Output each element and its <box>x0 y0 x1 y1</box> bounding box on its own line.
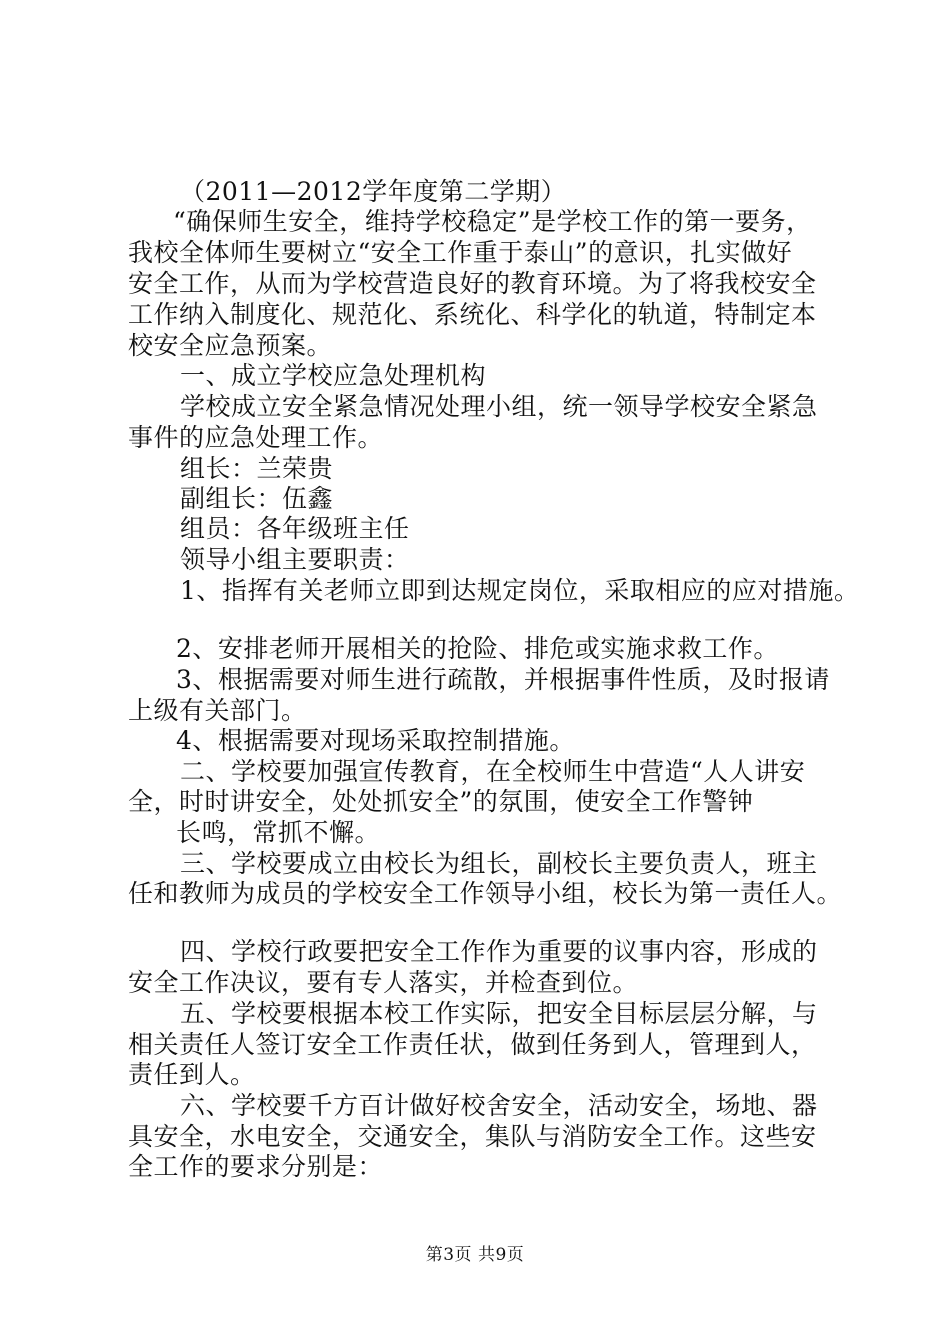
text-line: 五、学校要根据本校工作实际，把安全目标层层分解，与 <box>180 999 818 1028</box>
text-line: 我校全体师生要树立“安全工作重于泰山”的意识，扎实做好 <box>128 238 793 267</box>
text-line: 相关责任人签订安全工作责任状，做到任务到人，管理到人， <box>128 1030 817 1059</box>
text-line: 全，时时讲安全，处处抓安全”的氛围，使安全工作警钟 <box>128 787 754 816</box>
text-line: （2011—2012学年度第二学期） <box>180 177 567 206</box>
text-line: 2、安排老师开展相关的抢险、排危或实施求救工作。 <box>176 634 779 663</box>
text-line: 二、学校要加强宣传教育，在全校师生中营造“人人讲安 <box>180 757 806 786</box>
text-line: 领导小组主要职责： <box>180 545 410 574</box>
text-line: 4、根据需要对现场采取控制措施。 <box>176 726 575 755</box>
text-line: 3、根据需要对师生进行疏散，并根据事件性质，及时报请 <box>176 665 830 694</box>
text-line: 长鸣，常抓不懈。 <box>176 818 381 847</box>
text-line: 组员：各年级班主任 <box>180 514 410 543</box>
text-line: 三、学校要成立由校长为组长，副校长主要负责人，班主 <box>180 849 818 878</box>
text-line: 安全工作决议，要有专人落实，并检查到位。 <box>128 968 639 997</box>
text-line: 安全工作，从而为学校营造良好的教育环境。为了将我校安全 <box>128 269 817 298</box>
text-line: 任和教师为成员的学校安全工作领导小组，校长为第一责任人。 <box>128 879 843 908</box>
text-line: 副组长：伍鑫 <box>180 484 334 513</box>
text-line: 事件的应急处理工作。 <box>128 423 384 452</box>
text-line: 一、成立学校应急处理机构 <box>180 361 487 390</box>
text-line: 1、指挥有关老师立即到达规定岗位，采取相应的应对措施。 <box>180 576 860 605</box>
text-line: 工作纳入制度化、规范化、系统化、科学化的轨道，特制定本 <box>128 300 817 329</box>
text-line: 责任到人。 <box>128 1060 256 1089</box>
text-line: “确保师生安全，维持学校稳定”是学校工作的第一要务， <box>173 207 812 236</box>
text-line: 上级有关部门。 <box>128 696 307 725</box>
text-line: 六、学校要千方百计做好校舍安全，活动安全，场地、器 <box>180 1091 818 1120</box>
text-line: 学校成立安全紧急情况处理小组，统一领导学校安全紧急 <box>180 392 818 421</box>
text-line: 组长：兰荣贵 <box>180 454 334 483</box>
text-line: 校安全应急预案。 <box>128 331 333 360</box>
page-number-footer: 第3页 共9页 <box>425 1245 525 1265</box>
text-line: 四、学校行政要把安全工作作为重要的议事内容，形成的 <box>180 937 818 966</box>
text-line: 全工作的要求分别是： <box>128 1152 384 1181</box>
text-line: 具安全，水电安全，交通安全，集队与消防安全工作。这些安 <box>128 1122 817 1151</box>
